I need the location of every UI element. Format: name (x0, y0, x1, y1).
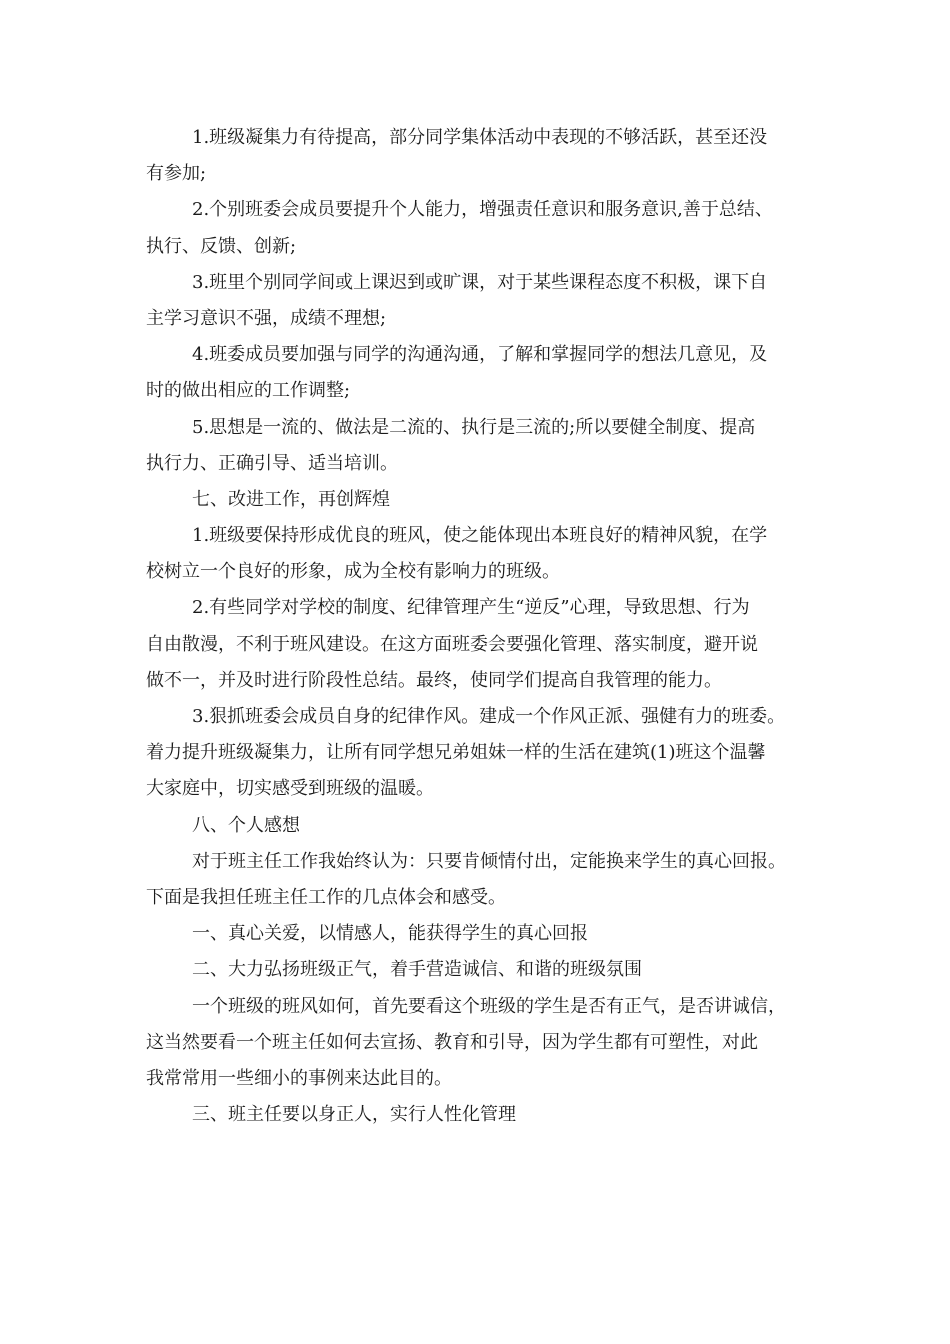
text-line: 4.班委成员要加强与同学的沟通沟通，了解和掌握同学的想法几意见，及 (192, 344, 768, 366)
text-line: 一、真心关爱，以情感人，能获得学生的真心回报 (192, 923, 588, 945)
text-line: 七、改进工作，再创辉煌 (192, 488, 390, 510)
text-line: 这当然要看一个班主任如何去宣扬、教育和引导，因为学生都有可塑性，对此 (146, 1031, 758, 1053)
text-line: 2.个别班委会成员要提升个人能力，增强责任意识和服务意识,善于总结、 (192, 199, 773, 221)
text-line: 时的做出相应的工作调整; (146, 380, 351, 402)
text-line: 主学习意识不强，成绩不理想; (146, 307, 387, 329)
document-body (146, 120, 816, 1133)
text-line: 着力提升班级凝集力，让所有同学想兄弟姐妹一样的生活在建筑(1)班这个温馨 (146, 742, 766, 764)
text-line: 二、大力弘扬班级正气，着手营造诚信、和谐的班级氛围 (192, 959, 642, 981)
text-line: 2.有些同学对学校的制度、纪律管理产生“逆反”心理，导致思想、行为 (192, 597, 750, 619)
text-line: 执行、反馈、创新; (146, 235, 297, 257)
text-line: 3.狠抓班委会成员自身的纪律作风。建成一个作风正派、强健有力的班委。 (192, 706, 786, 727)
text-line: 下面是我担任班主任工作的几点体会和感受。 (146, 886, 506, 908)
text-line: 执行力、正确引导、适当培训。 (146, 452, 398, 474)
text-line: 1.班级要保持形成优良的班风，使之能体现出本班良好的精神风貌，在学 (192, 525, 768, 547)
text-line: 校树立一个良好的形象，成为全校有影响力的班级。 (146, 561, 560, 583)
text-line: 一个班级的班风如何，首先要看这个班级的学生是否有正气，是否讲诚信， (192, 995, 786, 1017)
text-line: 三、班主任要以身正人，实行人性化管理 (192, 1104, 516, 1126)
text-line: 1.班级凝集力有待提高，部分同学集体活动中表现的不够活跃，甚至还没 (192, 127, 768, 148)
text-line: 5.思想是一流的、做法是二流的、执行是三流的;所以要健全制度、提高 (192, 416, 756, 438)
text-line: 对于班主任工作我始终认为：只要肯倾情付出，定能换来学生的真心回报。 (192, 850, 786, 872)
text-line: 我常常用一些细小的事例来达此目的。 (146, 1067, 452, 1089)
text-line: 自由散漫，不利于班风建设。在这方面班委会要强化管理、落实制度，避开说 (146, 633, 758, 655)
text-line: 八、个人感想 (192, 814, 300, 836)
text-line: 3.班里个别同学间或上课迟到或旷课，对于某些课程态度不积极，课下自 (192, 271, 768, 293)
text-line: 有参加; (146, 163, 207, 185)
text-line: 大家庭中，切实感受到班级的温暖。 (146, 778, 434, 800)
text-line: 做不一，并及时进行阶段性总结。最终，使同学们提高自我管理的能力。 (146, 669, 722, 691)
